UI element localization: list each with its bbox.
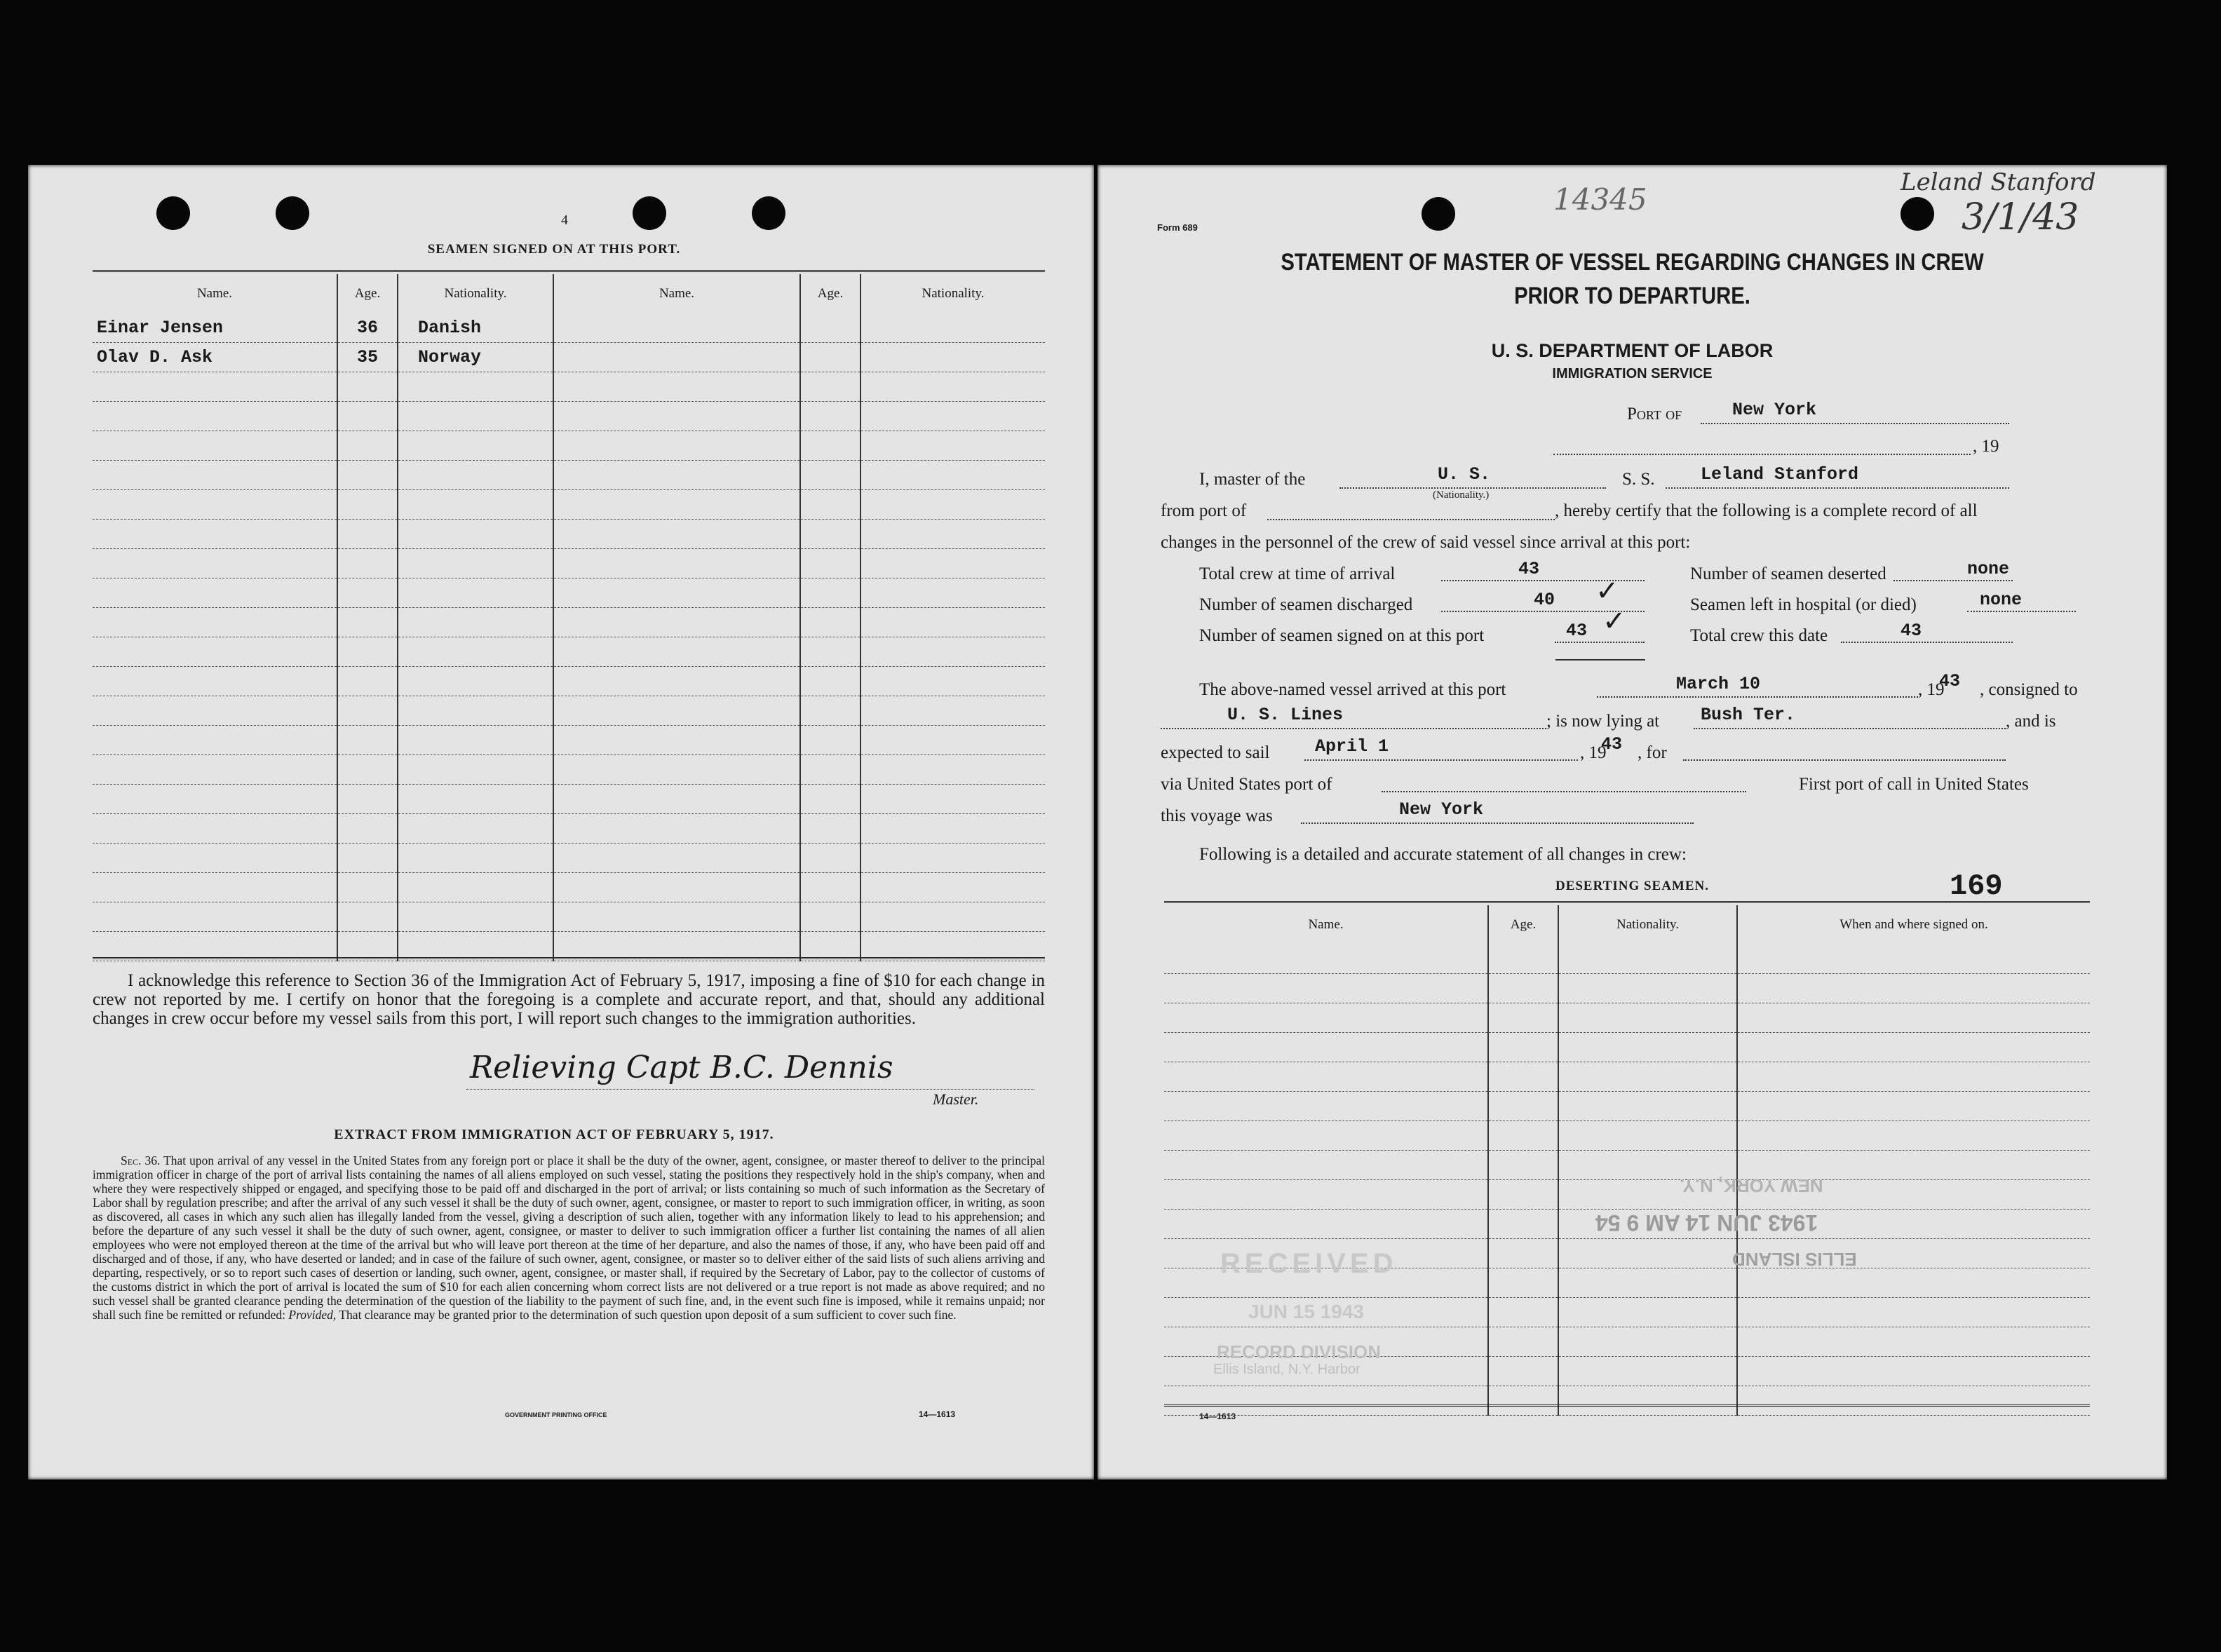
from-port-field — [1267, 519, 1555, 520]
sail-year-prefix: , 19 — [1580, 743, 1607, 762]
col-signed-on: When and where signed on. — [1839, 917, 1988, 932]
and-is-text: , and is — [2006, 712, 2056, 731]
empty-row — [93, 490, 1045, 520]
empty-row — [93, 578, 1045, 608]
check-mark-icon: ✓ — [1602, 605, 1626, 637]
via-text: via United States port of — [1161, 775, 1332, 794]
empty-row — [93, 372, 1045, 402]
signed-on-value: 43 — [1566, 621, 1588, 641]
table-header-row — [93, 274, 1045, 313]
rule — [1164, 901, 2090, 903]
check-mark-icon: ✓ — [1595, 575, 1619, 607]
consignee-field — [1161, 728, 1546, 729]
rule — [1164, 1404, 2090, 1407]
deserting-table — [1164, 905, 2090, 1416]
discharged-value: 40 — [1534, 590, 1555, 610]
voyage-text: this voyage was — [1161, 806, 1273, 825]
lying-value: Bush Ter. — [1701, 705, 1796, 725]
destination-field — [1683, 759, 2006, 761]
vessel-field — [1666, 487, 2009, 489]
printer-credit: GOVERNMENT PRINTING OFFICE — [505, 1411, 607, 1419]
form-label: Form 689 — [1157, 222, 1198, 233]
arrived-year-prefix: , 19 — [1918, 680, 1945, 699]
empty-row — [1164, 1386, 2090, 1416]
via-port-field — [1382, 791, 1746, 792]
island-stamp: ELLIS ISLAND — [1732, 1249, 1857, 1270]
empty-row — [93, 814, 1045, 844]
changes-text: changes in the personnel of the crew of said vessel since arrival at this port: — [1161, 533, 1691, 552]
port-value: New York — [1732, 400, 1817, 420]
seaman-age: 36 — [337, 313, 398, 343]
empty-row — [1164, 1121, 2090, 1151]
port-field — [1701, 423, 2009, 424]
empty-row — [93, 461, 1045, 490]
empty-row — [93, 902, 1045, 932]
extract-proviso-lead: Provided, — [288, 1308, 337, 1322]
empty-row — [93, 608, 1045, 637]
acknowledgement-text: I acknowledge this reference to Section 36 of the Immigration Act of February 5, 1917, imposing a fine of $10 for each change in crew not reported by me. I certify on honor that the foregoing is a complete and accurate report, and that, should any additional changes in crew occur before my vessel sails from this port, I will report such changes to the immigration authorities. — [93, 971, 1045, 1028]
sail-year: 43 — [1601, 734, 1623, 754]
empty-row — [93, 667, 1045, 696]
following-text: Following is a detailed and accurate statement of all changes in crew: — [1199, 845, 1687, 864]
first-port-text: First port of call in United States — [1799, 775, 2029, 794]
empty-row — [1164, 1033, 2090, 1062]
nationality-field — [1339, 487, 1606, 489]
record-division-stamp: RECORD DIVISION — [1217, 1341, 1382, 1362]
arrived-text: The above-named vessel arrived at this port — [1199, 680, 1506, 699]
form-title: STATEMENT OF MASTER OF VESSEL REGARDING CHANGES IN CREW — [1281, 249, 1984, 276]
seaman-name: Olav D. Ask — [93, 343, 337, 372]
deserted-value: none — [1967, 559, 2010, 579]
page-number: 4 — [561, 212, 568, 228]
empty-row — [93, 696, 1045, 726]
empty-row — [93, 726, 1045, 755]
empty-row — [1164, 1092, 2090, 1121]
harbor-stamp: Ellis Island, N.Y. Harbor — [1213, 1362, 1361, 1377]
stamped-number: 169 — [1950, 869, 2003, 903]
department-name: U. S. DEPARTMENT OF LABOR — [1491, 340, 1774, 361]
master-label: Master. — [933, 1090, 979, 1108]
sail-date: April 1 — [1315, 736, 1389, 757]
punch-hole — [1422, 197, 1455, 231]
col-name: Name. — [1164, 905, 1488, 945]
extract-lead: Sec. 36. — [121, 1153, 161, 1167]
voyage-field — [1301, 822, 1694, 824]
form-code: 14—1613 — [1199, 1411, 1236, 1421]
empty-row — [93, 785, 1045, 814]
nationality-caption: (Nationality.) — [1433, 489, 1490, 501]
punch-hole — [276, 196, 309, 230]
extract-text — [93, 1153, 1045, 1322]
extract-heading: EXTRACT FROM IMMIGRATION ACT OF FEBRUARY 5, 1917. — [334, 1127, 774, 1142]
ss-label: S. S. — [1622, 470, 1655, 489]
total-arrival-label: Total crew at time of arrival — [1199, 564, 1396, 583]
deserted-label: Number of seamen deserted — [1690, 564, 1886, 583]
arrived-year: 43 — [1939, 671, 1961, 691]
vessel-name: Leland Stanford — [1701, 464, 1859, 485]
extract-proviso: That clearance may be granted prior to the determination of such question upon deposit of a sum sufficient to cover such fine. — [339, 1308, 957, 1322]
received-date-stamp: 1943 JUN 14 AM 9 54 — [1595, 1210, 1818, 1235]
sail-date-field — [1304, 759, 1578, 761]
consigned-text: , consigned to — [1980, 680, 2078, 699]
col-nationality: Nationality. — [398, 274, 553, 313]
col-name: Name. — [553, 274, 800, 313]
table-row — [93, 343, 1045, 372]
hospital-value: none — [1980, 590, 2023, 610]
handwritten-vessel-name: Leland Stanford — [1901, 168, 2096, 196]
rule — [93, 270, 1045, 272]
hospital-label: Seamen left in hospital (or died) — [1690, 595, 1917, 614]
punch-hole — [633, 196, 666, 230]
empty-row — [1164, 1180, 2090, 1210]
date-field — [1553, 454, 1971, 455]
empty-row — [93, 549, 1045, 578]
place-stamp: NEW YORK, N.Y. — [1680, 1175, 1823, 1196]
expected-text: expected to sail — [1161, 743, 1270, 762]
master-of-the: I, master of the — [1199, 470, 1306, 489]
hospital-field — [1967, 611, 2076, 612]
left-heading: SEAMEN SIGNED ON AT THIS PORT. — [427, 242, 681, 257]
empty-row — [93, 402, 1045, 431]
signed-on-field — [1555, 642, 1645, 643]
empty-row — [93, 520, 1045, 549]
year-prefix: , 19 — [1973, 437, 1999, 456]
master-signature: Relieving Capt B.C. Dennis — [470, 1050, 893, 1085]
empty-row — [93, 431, 1045, 461]
seaman-name: Einar Jensen — [93, 313, 337, 343]
signature-line — [466, 1089, 1034, 1090]
left-page — [28, 165, 1094, 1480]
empty-row — [93, 637, 1045, 667]
empty-row — [1164, 1062, 2090, 1092]
from-port-label: from port of — [1161, 501, 1247, 520]
table-header-row — [1164, 905, 2090, 945]
punch-hole — [752, 196, 785, 230]
port-label: Port of — [1627, 405, 1682, 424]
seaman-age: 35 — [337, 343, 398, 372]
extract-body: That upon arrival of any vessel in the United States from any foreign port or place it shall be the duty of the owner, agent, consignee, or master thereof to deliver to the principal immigration officer in charge of the port of arrival lists containing the names of all aliens employed on such vessel, stating the positions they respectively hold in the ship's company, when and where they were respectively shipped or engaged, and specifying those to be paid off and discharged in the port of arrival; or lists containing so much of such information as the Secretary of Labor shall by regulation prescribe; and after the arrival of any such vessel it shall be the duty of such owner, agent, consignee, or master to report to such immigration officer, in writing, as soon as discovered, all cases in which any such alien has illegally landed from the vessel, giving a description of such alien, together with any information likely to lead to his apprehension; and before the departure of any such vessel it shall be the duty of such owner, agent, consignee, or master to deliver to such immigration officer a further list containing the names of all alien employees who were not employed thereon at the time of the arrival but who will leave port thereon at the time of her departure, and also the names of those, if any, who have been paid off and discharged and of those, if any, who have deserted or landed; and in case of the failure of such owner, agent, consignee, or master so to deliver either of the said lists of such aliens arriving and departing, respectively, or so to report such cases of desertion or landing, such owner, agent, consignee, or master shall, if required by the Secretary of Labor, pay to the collector of customs of the customs district in which the port of arrival is located the sum of $10 for each alien concerning whom correct lists are not delivered or a true report is not made as above required; and no such vessel shall be granted clearance pending the determination of the question of the liability to the payment of such fine, and, in the event such fine is imposed, while it remains unpaid; nor shall such fine be remitted or refunded: — [93, 1153, 1045, 1322]
arrived-date-field — [1597, 696, 1918, 698]
empty-row — [93, 873, 1045, 902]
handwritten-date: 3/1/43 — [1962, 196, 2079, 238]
discharged-label: Number of seamen discharged — [1199, 595, 1413, 614]
empty-row — [93, 755, 1045, 785]
form-code: 14—1613 — [919, 1409, 956, 1419]
form-title-line2: PRIOR TO DEPARTURE. — [1514, 283, 1750, 309]
total-arrival-value: 43 — [1518, 559, 1540, 579]
deserting-heading: DESERTING SEAMEN. — [1555, 879, 1710, 893]
col-age: Age. — [337, 274, 398, 313]
service-name: IMMIGRATION SERVICE — [1552, 366, 1713, 381]
seaman-nationality: Danish — [398, 313, 553, 343]
col-nationality: Nationality. — [1558, 905, 1737, 945]
for-text: , for — [1638, 743, 1667, 762]
voyage-value: New York — [1399, 799, 1484, 820]
signed-on-table — [93, 274, 1045, 961]
empty-row — [93, 844, 1045, 873]
seaman-nationality: Norway — [398, 343, 553, 372]
sum-rule — [1555, 659, 1645, 661]
punch-hole — [156, 196, 190, 230]
empty-row — [1164, 974, 2090, 1003]
empty-row — [1164, 1151, 2090, 1180]
col-nationality: Nationality. — [922, 286, 985, 301]
col-age: Age. — [1488, 905, 1558, 945]
empty-row — [1164, 945, 2090, 974]
arrived-date: March 10 — [1676, 674, 1761, 694]
handwritten-number: 14345 — [1553, 182, 1647, 217]
total-date-field — [1841, 642, 2013, 643]
lying-field — [1694, 728, 2006, 729]
col-name: Name. — [93, 274, 337, 313]
rule — [93, 957, 1045, 959]
deserted-field — [1893, 580, 2013, 581]
received-stamp-date: JUN 15 1943 — [1248, 1301, 1365, 1322]
signed-on-label: Number of seamen signed on at this port — [1199, 626, 1485, 645]
certify-text: , hereby certify that the following is a complete record of all — [1555, 501, 1978, 520]
total-date-value: 43 — [1901, 621, 1922, 641]
punch-hole — [1901, 197, 1934, 231]
table-row — [93, 313, 1045, 343]
received-stamp: RECEIVED — [1220, 1248, 1398, 1279]
nationality-value: U. S. — [1438, 464, 1491, 485]
empty-row — [1164, 1003, 2090, 1033]
col-age: Age. — [800, 274, 860, 313]
lying-text: ; is now lying at — [1546, 712, 1660, 731]
consignee-value: U. S. Lines — [1227, 705, 1344, 725]
right-page — [1098, 165, 2167, 1480]
total-date-label: Total crew this date — [1690, 626, 1828, 645]
